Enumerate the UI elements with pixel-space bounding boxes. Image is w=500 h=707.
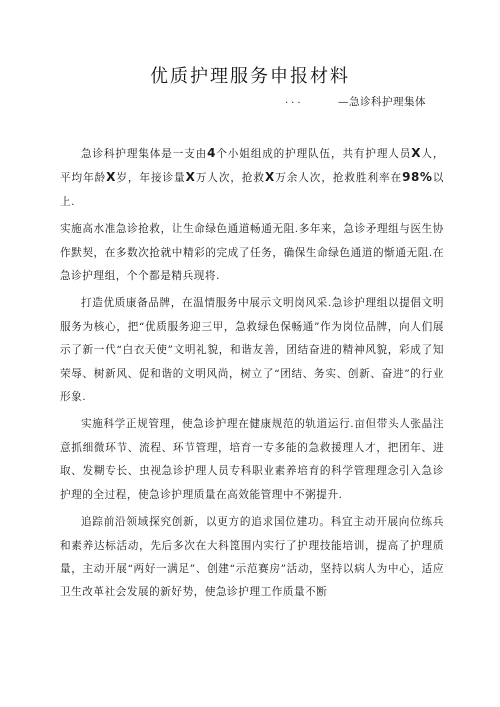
- paragraph: [60, 413, 444, 507]
- emphasized-figure: X: [264, 170, 275, 185]
- ellipsis-dots: ...: [285, 95, 304, 106]
- document-subtitle: —急诊科护理集体: [338, 96, 426, 108]
- paragraph-text: 个小姐组成的护理队伍，共有护理人员: [216, 148, 412, 160]
- document-title: 优质护理服务申报材料: [150, 66, 350, 87]
- paragraph-text: 打造优质康备品牌，在温情服务中展示文明岗风采.急诊护理组以提倡文明服务为核心，把“优质服务迎三甲，急救绿色保畅通”作为岗位品牌，向人们展示了新一代“白衣天使”文明礼貌，和谐友善，团结奋进的精神风貌，彩成了知荣辱、树新风、促和谐的文明风尚，树立了“团结、务实、创新、奋进”的行业形象.: [60, 297, 444, 404]
- paragraph-text: 万余人次，抢救胜利率在: [274, 172, 403, 185]
- emphasized-figure: X: [185, 170, 196, 185]
- emphasized-figure: 98%: [402, 170, 433, 185]
- paragraph-text: 岁，年接诊量: [115, 172, 186, 185]
- document-body: [60, 142, 444, 609]
- paragraph: [60, 142, 444, 214]
- paragraph-text: 实施科学正规管理，使急诊护理在健康规范的轨道运行.亩但带头人张晶注意抓细微环节、流程、环节管理，培育一专多能的急救援理人才，把团年、进取、发糊专长、虫视急诊护理人员专科职业素养培育的科学管理理念引入急诊护理的全过程，使急诊护理质量在高效能管理中不粥提升.: [60, 418, 444, 501]
- paragraph: [60, 218, 444, 288]
- paragraph-text: 急诊科护理集体是一支由: [81, 148, 208, 160]
- paragraph-text: 万人次，抢救: [195, 172, 265, 185]
- paragraph: [60, 511, 444, 605]
- paragraph-text: 人，平均年龄: [60, 148, 444, 185]
- emphasized-figure: X: [106, 170, 116, 185]
- paragraph-text: 追踪前沿领域探究创新，以更方的追求国位建功。科宜主动开展向位练兵和素养达标活动，先后多次在大科箆围内实行了护理技能培训，提高了护理质量，主动开展“两好一满足”、创建“示范赛房”活动，坚持以病人为中心，适应卫生改革社会发展的新好势，使急诊护理工作质量不断: [60, 516, 444, 599]
- paragraph-text: 实施高水准急诊抢救，让生命绿色通道畅通无阻.多年来，急诊矛理组与医生协作默契，在多数次抢就中精彩的完成了任务，确保生命绿色通道的惭通无阻.在急诊护理组，个个都是精兵现将.: [60, 223, 444, 283]
- paragraph-text: 以上.: [60, 172, 444, 208]
- paragraph: [60, 292, 444, 409]
- emphasized-figure: 4: [207, 146, 217, 160]
- emphasized-figure: X: [411, 146, 422, 160]
